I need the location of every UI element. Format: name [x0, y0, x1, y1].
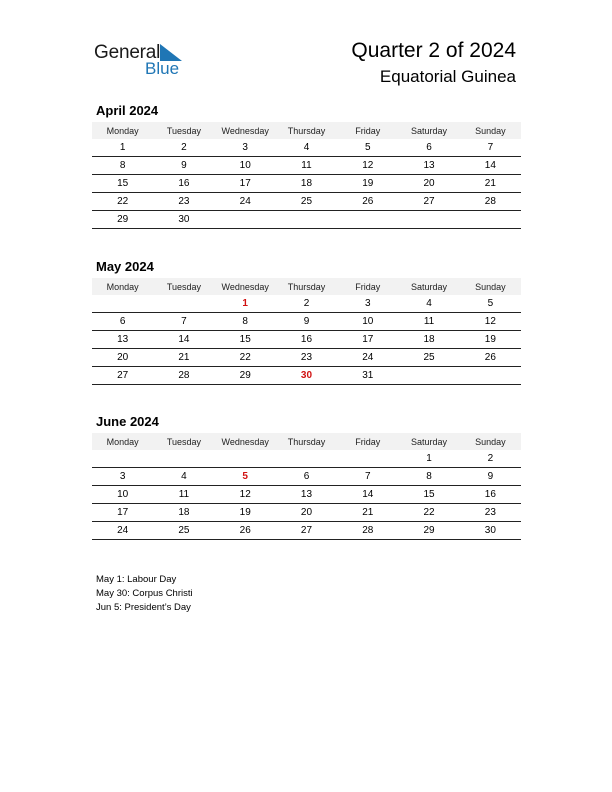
day-cell: 12 — [337, 157, 398, 175]
day-cell: 20 — [276, 504, 337, 522]
weekday-header: Monday — [92, 433, 153, 450]
day-cell: 25 — [398, 349, 459, 367]
day-cell: 26 — [337, 193, 398, 211]
month-april — [92, 102, 521, 229]
week-row — [92, 211, 521, 229]
day-cell: 2 — [153, 139, 214, 157]
day-cell: 30 — [460, 522, 521, 540]
day-cell: 3 — [92, 468, 153, 486]
week-row — [92, 522, 521, 540]
day-cell — [153, 295, 214, 313]
day-cell: 19 — [460, 331, 521, 349]
day-cell: 2 — [276, 295, 337, 313]
day-cell: 23 — [276, 349, 337, 367]
logo-text-blue: Blue — [145, 59, 180, 78]
weekday-header-row — [92, 122, 521, 139]
day-cell: 4 — [276, 139, 337, 157]
weekday-header: Monday — [92, 278, 153, 295]
day-cell: 8 — [398, 468, 459, 486]
day-cell: 20 — [92, 349, 153, 367]
day-cell: 17 — [337, 331, 398, 349]
day-cell: 16 — [276, 331, 337, 349]
calendar-table — [92, 433, 521, 540]
weekday-header: Tuesday — [153, 278, 214, 295]
day-cell — [276, 450, 337, 468]
day-cell: 16 — [460, 486, 521, 504]
day-cell: 14 — [153, 331, 214, 349]
day-cell — [92, 295, 153, 313]
day-cell: 24 — [92, 522, 153, 540]
day-cell: 9 — [460, 468, 521, 486]
day-cell: 28 — [460, 193, 521, 211]
day-cell: 28 — [153, 367, 214, 385]
day-cell: 18 — [276, 175, 337, 193]
day-cell: 3 — [337, 295, 398, 313]
day-cell: 13 — [398, 157, 459, 175]
day-cell: 30 — [276, 367, 337, 385]
day-cell: 7 — [153, 313, 214, 331]
day-cell: 27 — [276, 522, 337, 540]
generalblue-logo — [94, 42, 194, 78]
day-cell: 26 — [460, 349, 521, 367]
day-cell: 6 — [92, 313, 153, 331]
day-cell: 4 — [398, 295, 459, 313]
weekday-header: Friday — [337, 122, 398, 139]
day-cell: 21 — [337, 504, 398, 522]
week-row — [92, 175, 521, 193]
week-row — [92, 193, 521, 211]
day-cell: 24 — [215, 193, 276, 211]
day-cell: 10 — [337, 313, 398, 331]
day-cell: 8 — [215, 313, 276, 331]
day-cell: 6 — [398, 139, 459, 157]
month-may — [92, 258, 521, 385]
day-cell: 1 — [215, 295, 276, 313]
day-cell: 23 — [153, 193, 214, 211]
day-cell — [460, 211, 521, 229]
day-cell: 10 — [215, 157, 276, 175]
day-cell: 15 — [92, 175, 153, 193]
day-cell: 18 — [153, 504, 214, 522]
week-row — [92, 450, 521, 468]
day-cell: 27 — [398, 193, 459, 211]
day-cell: 29 — [215, 367, 276, 385]
week-row — [92, 139, 521, 157]
week-row — [92, 349, 521, 367]
day-cell: 12 — [215, 486, 276, 504]
day-cell — [398, 367, 459, 385]
day-cell: 14 — [460, 157, 521, 175]
logo-text-general: General — [94, 42, 161, 63]
day-cell: 17 — [215, 175, 276, 193]
week-row — [92, 468, 521, 486]
week-row — [92, 504, 521, 522]
week-row — [92, 157, 521, 175]
day-cell — [337, 450, 398, 468]
day-cell: 10 — [92, 486, 153, 504]
day-cell — [276, 211, 337, 229]
day-cell — [460, 367, 521, 385]
day-cell: 11 — [398, 313, 459, 331]
day-cell: 24 — [337, 349, 398, 367]
weekday-header: Friday — [337, 433, 398, 450]
day-cell: 21 — [153, 349, 214, 367]
day-cell: 3 — [215, 139, 276, 157]
day-cell: 17 — [92, 504, 153, 522]
day-cell: 13 — [276, 486, 337, 504]
day-cell: 21 — [460, 175, 521, 193]
week-row — [92, 331, 521, 349]
week-row — [92, 367, 521, 385]
day-cell: 27 — [92, 367, 153, 385]
week-row — [92, 295, 521, 313]
day-cell — [215, 211, 276, 229]
day-cell: 9 — [276, 313, 337, 331]
weekday-header: Thursday — [276, 278, 337, 295]
weekday-header: Sunday — [460, 433, 521, 450]
weekday-header: Thursday — [276, 433, 337, 450]
day-cell: 28 — [337, 522, 398, 540]
day-cell: 6 — [276, 468, 337, 486]
day-cell: 9 — [153, 157, 214, 175]
day-cell: 23 — [460, 504, 521, 522]
day-cell: 30 — [153, 211, 214, 229]
weekday-header: Tuesday — [153, 433, 214, 450]
day-cell: 11 — [153, 486, 214, 504]
day-cell: 16 — [153, 175, 214, 193]
weekday-header: Friday — [337, 278, 398, 295]
weekday-header: Monday — [92, 122, 153, 139]
weekday-header: Wednesday — [215, 278, 276, 295]
weekday-header: Thursday — [276, 122, 337, 139]
quarter-title: Quarter 2 of 2024 — [351, 39, 516, 62]
month-title: May 2024 — [96, 259, 154, 274]
day-cell: 22 — [398, 504, 459, 522]
week-row — [92, 486, 521, 504]
calendar-table — [92, 122, 521, 229]
holiday-note: May 30: Corpus Christi — [96, 588, 193, 599]
day-cell: 2 — [460, 450, 521, 468]
week-row — [92, 313, 521, 331]
day-cell — [398, 211, 459, 229]
holiday-notes — [96, 573, 193, 615]
month-june — [92, 413, 521, 540]
day-cell — [215, 450, 276, 468]
day-cell: 29 — [398, 522, 459, 540]
day-cell: 25 — [153, 522, 214, 540]
day-cell: 14 — [337, 486, 398, 504]
day-cell: 5 — [337, 139, 398, 157]
day-cell: 11 — [276, 157, 337, 175]
calendar-table — [92, 278, 521, 385]
month-title: April 2024 — [96, 103, 159, 118]
weekday-header: Saturday — [398, 278, 459, 295]
weekday-header: Saturday — [398, 433, 459, 450]
month-title: June 2024 — [96, 414, 159, 429]
weekday-header-row — [92, 433, 521, 450]
weekday-header: Tuesday — [153, 122, 214, 139]
day-cell: 31 — [337, 367, 398, 385]
country-title: Equatorial Guinea — [379, 67, 516, 86]
day-cell: 15 — [398, 486, 459, 504]
weekday-header-row — [92, 278, 521, 295]
weekday-header: Sunday — [460, 278, 521, 295]
weekday-header: Sunday — [460, 122, 521, 139]
day-cell: 19 — [337, 175, 398, 193]
day-cell: 25 — [276, 193, 337, 211]
day-cell: 7 — [337, 468, 398, 486]
day-cell — [153, 450, 214, 468]
day-cell: 26 — [215, 522, 276, 540]
holiday-note: Jun 5: President’s Day — [96, 602, 191, 613]
day-cell: 22 — [215, 349, 276, 367]
day-cell: 18 — [398, 331, 459, 349]
weekday-header: Wednesday — [215, 122, 276, 139]
day-cell: 5 — [215, 468, 276, 486]
day-cell: 7 — [460, 139, 521, 157]
holiday-note: May 1: Labour Day — [96, 574, 177, 585]
weekday-header: Saturday — [398, 122, 459, 139]
day-cell: 5 — [460, 295, 521, 313]
day-cell — [337, 211, 398, 229]
day-cell: 20 — [398, 175, 459, 193]
day-cell: 1 — [92, 139, 153, 157]
day-cell: 22 — [92, 193, 153, 211]
day-cell: 15 — [215, 331, 276, 349]
weekday-header: Wednesday — [215, 433, 276, 450]
day-cell: 8 — [92, 157, 153, 175]
day-cell — [92, 450, 153, 468]
day-cell: 1 — [398, 450, 459, 468]
day-cell: 29 — [92, 211, 153, 229]
day-cell: 19 — [215, 504, 276, 522]
day-cell: 12 — [460, 313, 521, 331]
day-cell: 13 — [92, 331, 153, 349]
day-cell: 4 — [153, 468, 214, 486]
